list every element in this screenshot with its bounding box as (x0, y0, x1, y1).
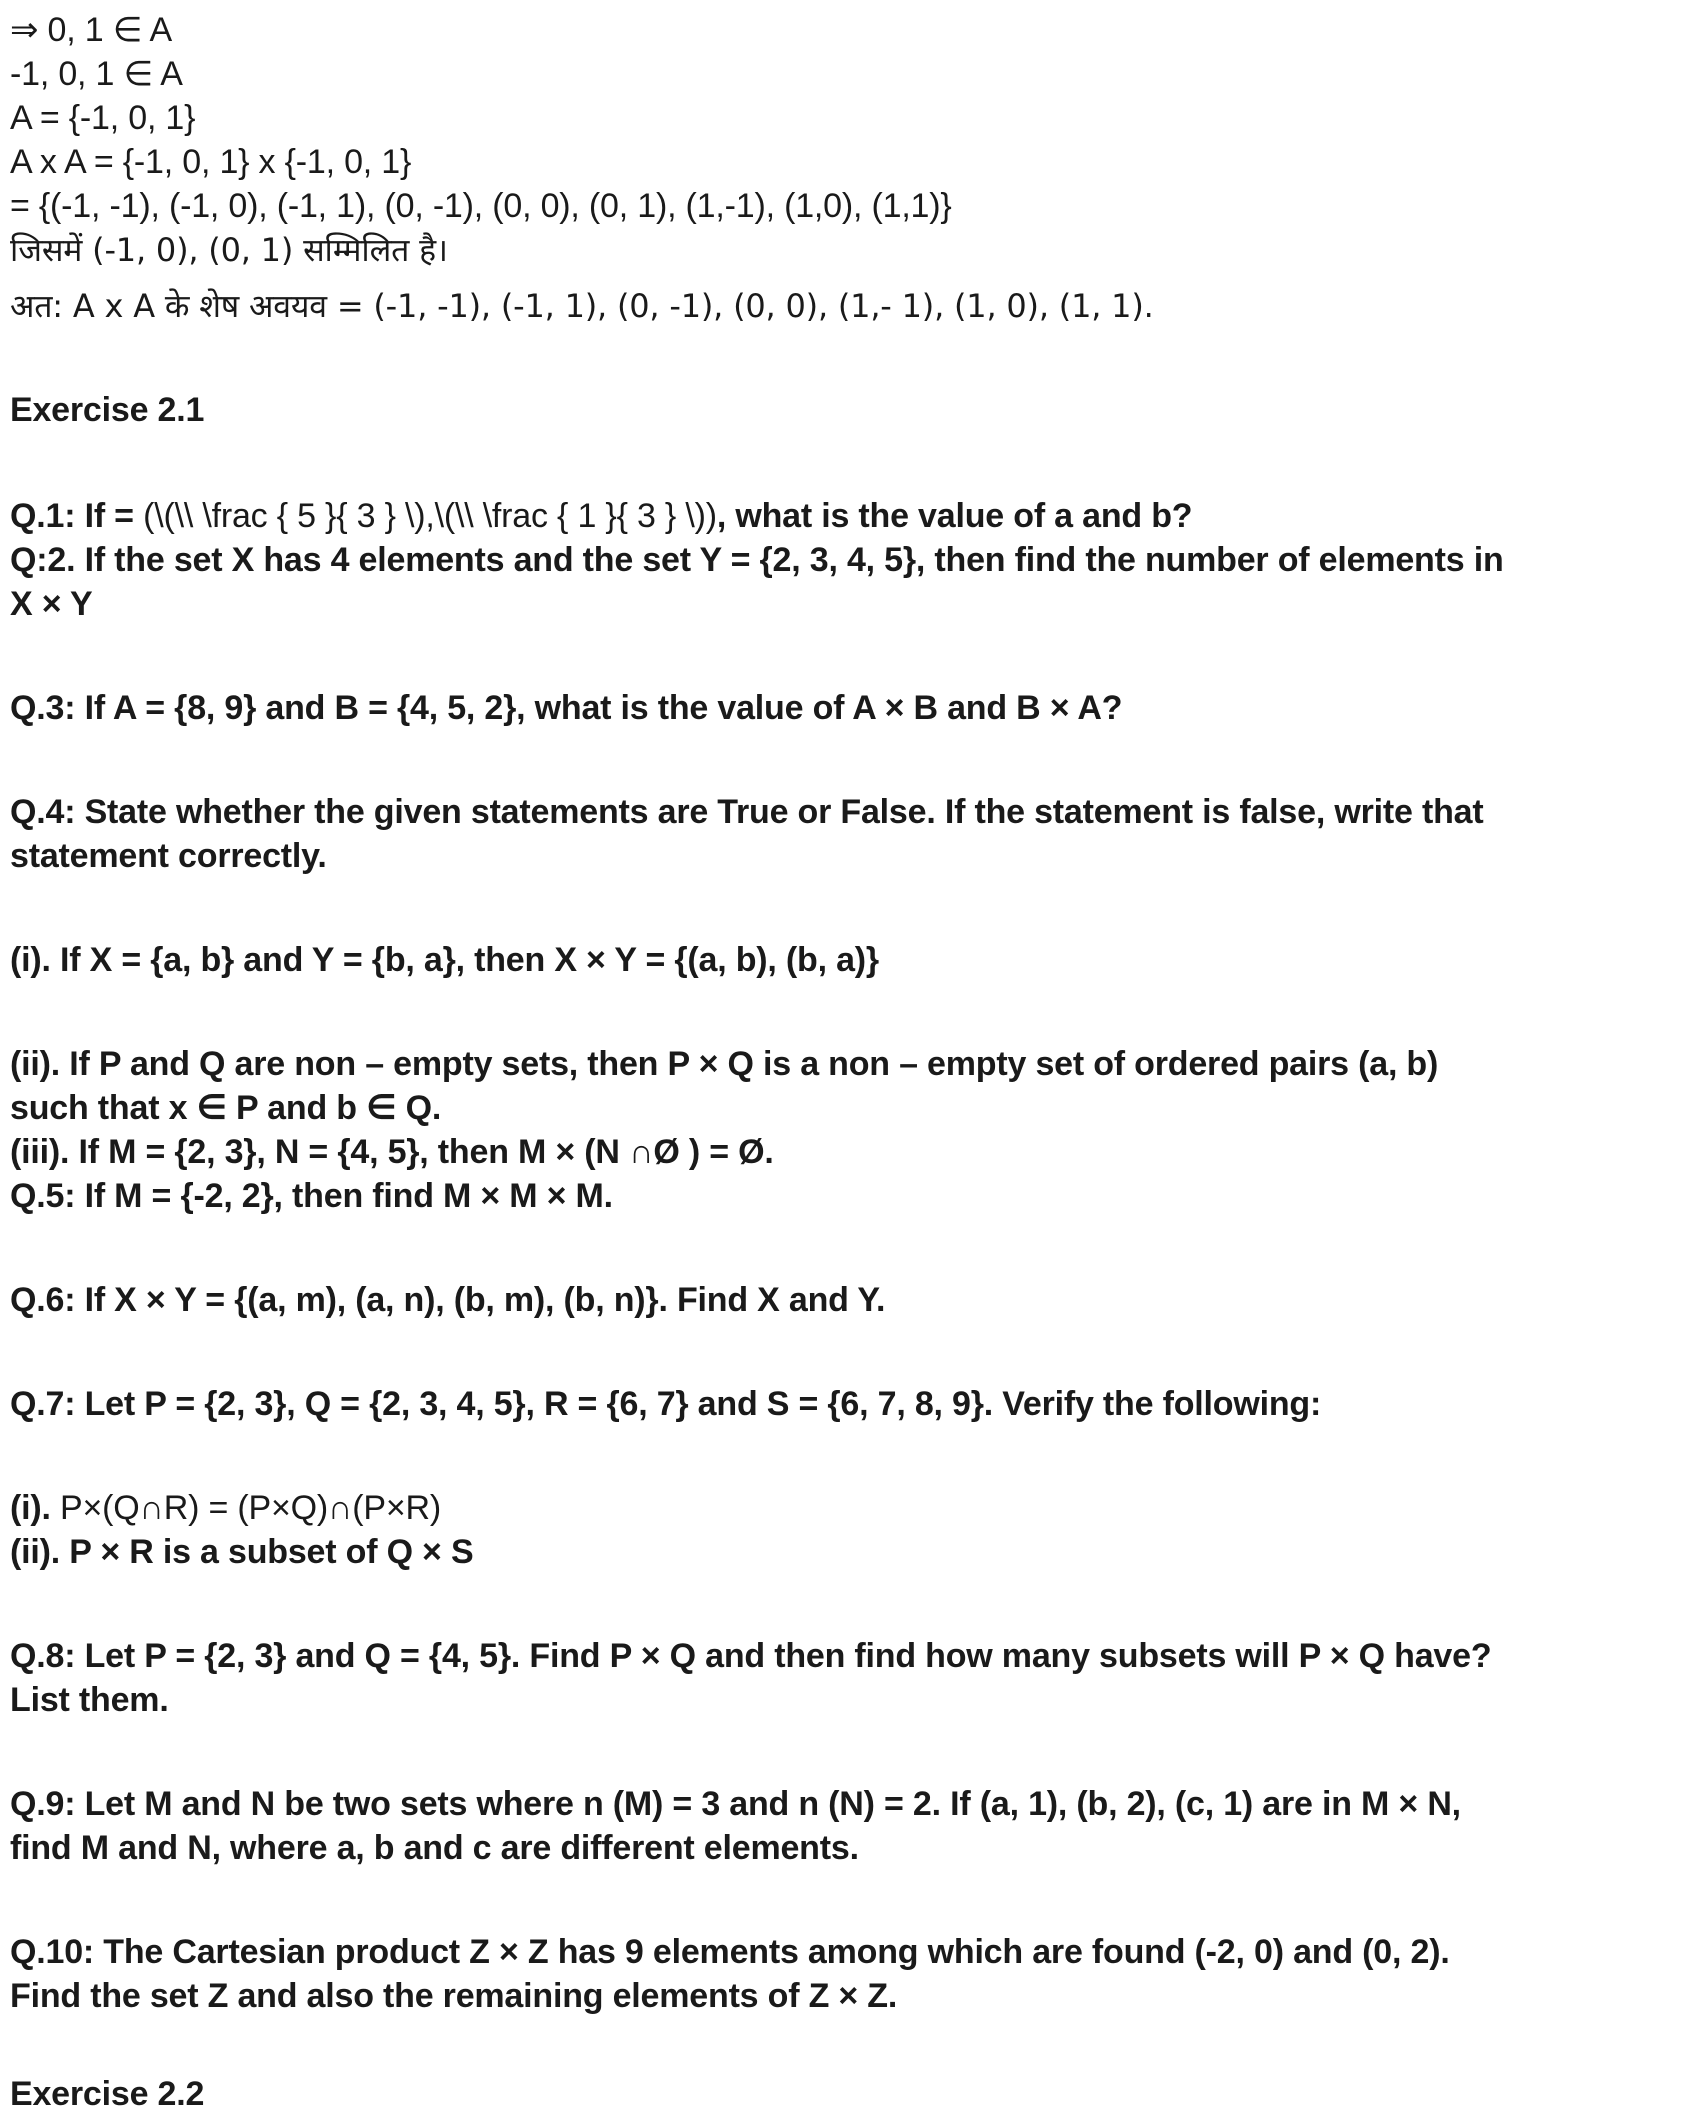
q1-suffix: , what is the value of a and b? (716, 497, 1193, 535)
question-9-line-2: find M and N, where a, b and c are different elements. (10, 1829, 859, 1867)
question-3: Q.3: If A = {8, 9} and B = {4, 5, 2}, what is the value of A × B and B × A? (10, 689, 1123, 727)
question-7-part-ii: (ii). P × R is a subset of Q × S (10, 1533, 474, 1571)
question-6: Q.6: If X × Y = {(a, m), (a, n), (b, m), (b, n)}. Find X and Y. (10, 1281, 886, 1319)
question-4-part-i: (i). If X = {a, b} and Y = {b, a}, then X × Y = {(a, b), (b, a)} (10, 941, 879, 979)
solution-line-2: -1, 0, 1 ∈ A (10, 55, 183, 93)
q7-part-i-label: (i). (10, 1489, 51, 1527)
question-10-line-1: Q.10: The Cartesian product Z × Z has 9 elements among which are found (-2, 0) and (0, 2). (10, 1933, 1450, 1971)
question-2-line-1: Q:2. If the set X has 4 elements and the set Y = {2, 3, 4, 5}, then find the number of elements in (10, 541, 1504, 579)
question-4-line-2: statement correctly. (10, 837, 327, 875)
q1-prefix: Q.1: If = (10, 497, 144, 535)
question-1 (10, 494, 1192, 538)
solution-line-3: A = {-1, 0, 1} (10, 99, 196, 137)
question-9-line-1: Q.9: Let M and N be two sets where n (M) = 3 and n (N) = 2. If (a, 1), (b, 2), (c, 1) are in M × N, (10, 1785, 1461, 1823)
question-8-line-2: List them. (10, 1681, 169, 1719)
solution-line-7: अत: A x A के शेष अवयव = (-1, -1), (-1, 1), (0, -1), (0, 0), (1,- 1), (1, 0), (1, 1). (10, 287, 1154, 325)
question-8-line-1: Q.8: Let P = {2, 3} and Q = {4, 5}. Find P × Q and then find how many subsets will P × Q have? (10, 1637, 1492, 1675)
q1-math-source: (\(\\ \frac { 5 }{ 3 } \),\(\\ \frac { 1 }{ 3 } \)) (143, 497, 717, 535)
question-4-line-1: Q.4: State whether the given statements are True or False. If the statement is false, write that (10, 793, 1484, 831)
solution-line-1: ⇒ 0, 1 ∈ A (10, 11, 172, 49)
question-7-part-i (10, 1486, 441, 1530)
question-4-part-ii-line-1: (ii). If P and Q are non – empty sets, then P × Q is a non – empty set of ordered pairs (a, b) (10, 1045, 1439, 1083)
question-7: Q.7: Let P = {2, 3}, Q = {2, 3, 4, 5}, R = {6, 7} and S = {6, 7, 8, 9}. Verify the following: (10, 1385, 1322, 1423)
question-2-line-2: X × Y (10, 585, 93, 623)
question-5: Q.5: If M = {-2, 2}, then find M × M × M. (10, 1177, 613, 1215)
exercise-2-2-heading: Exercise 2.2 (10, 2075, 205, 2113)
solution-line-5: = {(-1, -1), (-1, 0), (-1, 1), (0, -1), (0, 0), (0, 1), (1,-1), (1,0), (1,1)} (10, 187, 952, 225)
question-4-part-iii: (iii). If M = {2, 3}, N = {4, 5}, then M × (N ∩Ø ) = Ø. (10, 1133, 774, 1171)
question-4-part-ii-line-2: such that x ∈ P and b ∈ Q. (10, 1089, 442, 1127)
solution-line-6: जिसमें (-1, 0), (0, 1) सम्मिलित है। (10, 231, 448, 269)
question-10-line-2: Find the set Z and also the remaining elements of Z × Z. (10, 1977, 898, 2015)
q7-part-i-text: P×(Q∩R) = (P×Q)∩(P×R) (50, 1489, 441, 1527)
solution-line-4: A x A = {-1, 0, 1} x {-1, 0, 1} (10, 143, 412, 181)
exercise-2-1-heading: Exercise 2.1 (10, 391, 205, 429)
